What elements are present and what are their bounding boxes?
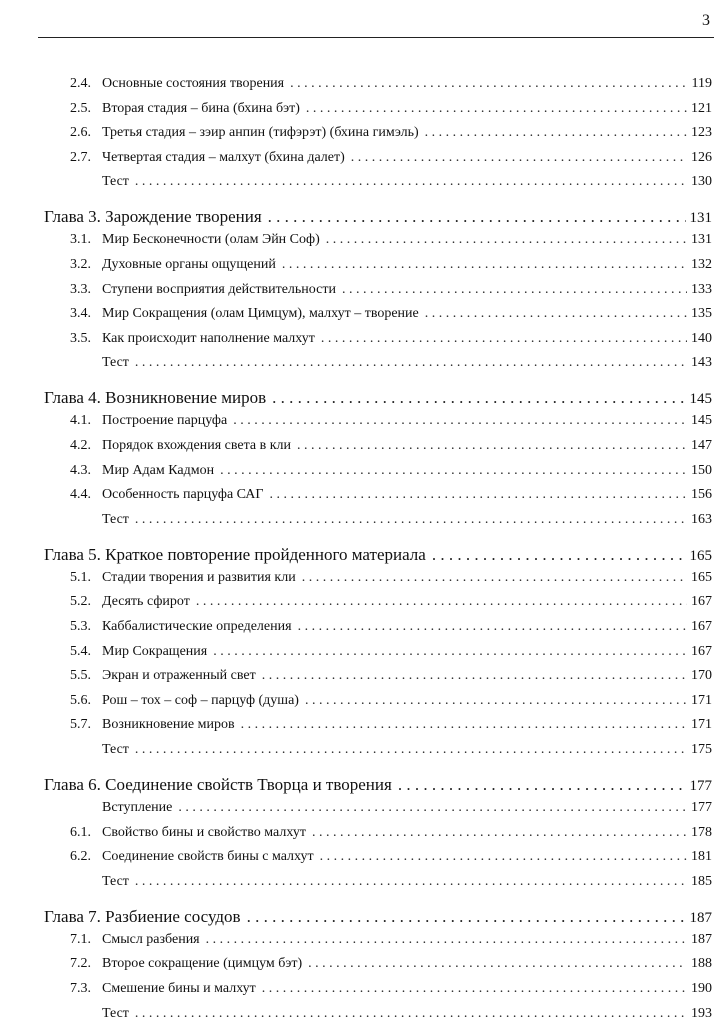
- toc-page-number: 185: [691, 873, 712, 889]
- toc-entry-title: Свойство бины и свойство малхут: [102, 824, 306, 840]
- toc-entry-title: Тест: [102, 873, 129, 889]
- toc-chapter-row: [44, 545, 712, 565]
- toc-entry-row: [70, 306, 712, 322]
- toc-chapter-row: [44, 388, 712, 408]
- toc-page-number: 170: [691, 668, 712, 684]
- toc-page-number: 121: [691, 100, 712, 116]
- toc-page-number: 190: [691, 981, 712, 996]
- dot-leader: [302, 570, 687, 586]
- toc-entry-title: Каббалистические определения: [102, 619, 292, 634]
- toc-entry-row: [70, 232, 712, 248]
- toc-chapter-title: Глава 6. Соединение свойств Творца и творения: [44, 775, 392, 794]
- dot-leader: [297, 438, 687, 454]
- toc-page-number: 167: [691, 619, 712, 634]
- dot-leader: [262, 668, 687, 684]
- toc-entry-row: [70, 76, 712, 92]
- dot-leader: [308, 956, 687, 972]
- toc-page-number: 135: [691, 306, 712, 322]
- toc-page-number: 145: [689, 391, 712, 408]
- toc-page-number: 188: [691, 956, 712, 972]
- toc-chapter-title: Глава 5. Краткое повторение пройденного материала: [44, 544, 426, 564]
- header-rule: [38, 37, 714, 38]
- toc-entry-title: Стадии творения и развития кли: [102, 569, 296, 585]
- dot-leader: [196, 594, 687, 610]
- toc-page-number: 175: [691, 742, 712, 757]
- toc-chapter-row: [44, 907, 712, 927]
- dot-leader: [425, 125, 687, 141]
- toc-entry-row: [70, 825, 712, 841]
- toc-entry-row: [70, 463, 712, 479]
- toc-entry-row: [70, 331, 712, 347]
- toc-entry-title: Тест: [102, 742, 129, 757]
- toc-entry-title: Третья стадия – зэир анпин (тифэрэт) (бхина гимэль): [102, 125, 419, 141]
- toc-page-number: 177: [691, 800, 712, 815]
- toc-entry-number: 6.2.: [70, 849, 91, 865]
- toc-page-number: 123: [691, 125, 712, 141]
- toc-chapter-row: [44, 775, 712, 795]
- toc-entry-number: 5.4.: [70, 643, 91, 659]
- toc-page-number: 187: [689, 909, 712, 926]
- toc-entry-title: Второе сокращение (цимцум бэт): [102, 956, 303, 972]
- toc-entry-row: [70, 101, 712, 117]
- toc-entry-title: Порядок вхождения света в кли: [102, 438, 291, 453]
- dot-leader: [398, 775, 686, 795]
- dot-leader: [206, 932, 687, 948]
- page-number: 3: [702, 12, 710, 29]
- toc-entry-title: Четвертая стадия – малхут (бхина далет): [102, 149, 345, 165]
- toc-entry-title: Смешение бины и малхут: [102, 981, 256, 996]
- toc-entry-number: 4.1.: [70, 413, 91, 429]
- toc-entry-number: 7.1.: [70, 931, 91, 947]
- toc-entry-row: [70, 257, 712, 273]
- toc-entry-row: [70, 717, 712, 733]
- toc-entry-number: 3.2.: [70, 257, 91, 272]
- toc-entry-row: [70, 849, 712, 865]
- dot-leader: [135, 874, 687, 890]
- toc-entry-row: [70, 174, 712, 190]
- toc-entry-row: [70, 413, 712, 429]
- toc-entry-row: [70, 619, 712, 635]
- dot-leader: [320, 849, 687, 865]
- toc-entry-number: 2.7.: [70, 149, 91, 165]
- toc-entry-number: 5.1.: [70, 569, 91, 585]
- toc-page-number: 193: [691, 1005, 712, 1021]
- dot-leader: [178, 800, 687, 816]
- toc-entry-title: Рош – тох – соф – парцуф (душа): [102, 692, 299, 708]
- toc-entry-number: 2.4.: [70, 76, 91, 91]
- toc-entry-title: Смысл разбения: [102, 931, 200, 947]
- toc-entry-number: 5.3.: [70, 619, 91, 634]
- toc-entry-title: Тест: [102, 511, 129, 527]
- dot-leader: [220, 463, 687, 479]
- toc-entry-row: [70, 150, 712, 166]
- toc-entry-title: Как происходит наполнение малхут: [102, 330, 315, 346]
- dot-leader: [135, 174, 687, 190]
- toc-entry-title: Построение парцуфа: [102, 413, 228, 429]
- toc-entry-number: 6.1.: [70, 824, 91, 840]
- toc-entry-number: 7.3.: [70, 981, 91, 996]
- dot-leader: [321, 331, 687, 347]
- dot-leader: [425, 306, 687, 322]
- toc-entry-row: [70, 282, 712, 298]
- toc-entry-title: Духовные органы ощущений: [102, 257, 276, 272]
- dot-leader: [326, 232, 687, 248]
- toc-entry-title: Тест: [102, 174, 129, 190]
- toc-entry-row: [70, 125, 712, 141]
- dot-leader: [270, 487, 687, 503]
- dot-leader: [213, 644, 687, 660]
- dot-leader: [241, 717, 687, 733]
- toc-entry-title: Мир Сокращения: [102, 643, 208, 659]
- toc-entry-title: Десять сфирот: [102, 594, 190, 610]
- toc-entry-number: 5.7.: [70, 717, 91, 733]
- dot-leader: [262, 981, 687, 997]
- toc-entry-row: [70, 594, 712, 610]
- dot-leader: [247, 907, 686, 927]
- dot-leader: [432, 545, 686, 565]
- toc-entry-title: Экран и отраженный свет: [102, 668, 256, 684]
- toc-entry-title: Тест: [102, 355, 129, 371]
- toc-chapter-title: Глава 3. Зарождение творения: [44, 207, 262, 227]
- toc-page-number: 163: [691, 511, 712, 527]
- toc-chapter-title: Глава 7. Разбиение сосудов: [44, 906, 241, 926]
- dot-leader: [135, 742, 687, 758]
- toc-entry-row: [70, 644, 712, 660]
- toc-entry-number: 4.2.: [70, 438, 91, 453]
- toc-page-number: 178: [691, 824, 712, 840]
- toc-page-number: 171: [691, 692, 712, 708]
- toc-entry-row: [70, 956, 712, 972]
- toc-page-number: 131: [691, 232, 712, 248]
- toc-page-number: 145: [691, 413, 712, 429]
- toc-entry-number: 4.3.: [70, 462, 91, 478]
- toc-chapter-row: [44, 207, 712, 227]
- toc-entry-number: 5.6.: [70, 692, 91, 708]
- toc-entry-row: [70, 438, 712, 454]
- toc-entry-title: Соединение свойств бины с малхут: [102, 849, 314, 865]
- toc-page-number: 156: [691, 487, 712, 503]
- toc-entry-number: 5.5.: [70, 668, 91, 684]
- toc-entry-number: 2.5.: [70, 100, 91, 116]
- toc-page-number: 165: [691, 569, 712, 585]
- toc-entry-number: 3.1.: [70, 232, 91, 248]
- toc-entry-number: 2.6.: [70, 125, 91, 141]
- dot-leader: [282, 257, 687, 273]
- toc-chapter-title: Глава 4. Возникновение миров: [44, 388, 267, 408]
- toc-page-number: 177: [689, 778, 712, 794]
- toc-entry-title: Вторая стадия – бина (бхина бэт): [102, 100, 300, 116]
- toc-entry-title: Мир Адам Кадмон: [102, 462, 215, 478]
- toc-entry-row: [70, 874, 712, 890]
- toc-entry-title: Мир Бесконечности (олам Эйн Соф): [102, 232, 320, 248]
- toc-entry-row: [70, 1006, 712, 1022]
- toc-entry-row: [70, 742, 712, 758]
- toc-entry-number: 3.3.: [70, 281, 91, 297]
- dot-leader: [233, 413, 687, 429]
- toc-page-number: 140: [691, 330, 712, 346]
- toc-entry-title: Тест: [102, 1005, 129, 1021]
- toc-entry-row: [70, 355, 712, 371]
- toc-page-number: 187: [691, 931, 712, 947]
- toc-entry-title: Вступление: [102, 800, 173, 815]
- toc-entry-number: 3.5.: [70, 330, 91, 346]
- toc-entry-row: [70, 512, 712, 528]
- dot-leader: [351, 150, 687, 166]
- toc-page-number: 165: [689, 547, 712, 564]
- toc-page-number: 130: [691, 174, 712, 190]
- dot-leader: [135, 355, 687, 371]
- toc-entry-number: 5.2.: [70, 594, 91, 610]
- toc-entry-row: [70, 487, 712, 503]
- toc-entry-title: Основные состояния творения: [102, 76, 285, 91]
- toc-page-number: 131: [689, 210, 712, 227]
- dot-leader: [306, 101, 687, 117]
- toc-page-number: 167: [691, 643, 712, 659]
- toc-entry-title: Ступени восприятия действительности: [102, 281, 336, 297]
- toc-page-number: 126: [691, 149, 712, 165]
- toc-entry-row: [70, 932, 712, 948]
- toc-entry-title: Мир Сокращения (олам Цимцум), малхут – творение: [102, 306, 419, 322]
- toc-page-number: 150: [691, 462, 712, 478]
- toc-entry-title: Особенность парцуфа САГ: [102, 487, 264, 503]
- toc-page-number: 171: [691, 717, 712, 733]
- dot-leader: [342, 282, 687, 298]
- toc-page-number: 181: [691, 849, 712, 865]
- toc-page-number: 132: [691, 257, 712, 272]
- dot-leader: [272, 388, 685, 408]
- toc-entry-row: [70, 570, 712, 586]
- toc-page-number: 167: [691, 594, 712, 610]
- dot-leader: [290, 76, 687, 92]
- dot-leader: [135, 512, 687, 528]
- toc-entry-row: [70, 693, 712, 709]
- dot-leader: [312, 825, 687, 841]
- dot-leader: [268, 207, 686, 227]
- toc-entry-row: [70, 981, 712, 997]
- toc-entry-row: [70, 668, 712, 684]
- dot-leader: [135, 1006, 687, 1022]
- dot-leader: [305, 693, 687, 709]
- toc-page-number: 143: [691, 355, 712, 371]
- toc-entry-number: 3.4.: [70, 306, 91, 322]
- toc-entry-number: 4.4.: [70, 487, 91, 503]
- toc-entry-title: Возникновение миров: [102, 717, 235, 733]
- dot-leader: [298, 619, 687, 635]
- toc-entry-row: [70, 800, 712, 816]
- toc-page-number: 119: [691, 76, 712, 91]
- toc-page-number: 147: [691, 438, 712, 453]
- toc-page-number: 133: [691, 281, 712, 297]
- toc-entry-number: 7.2.: [70, 956, 91, 972]
